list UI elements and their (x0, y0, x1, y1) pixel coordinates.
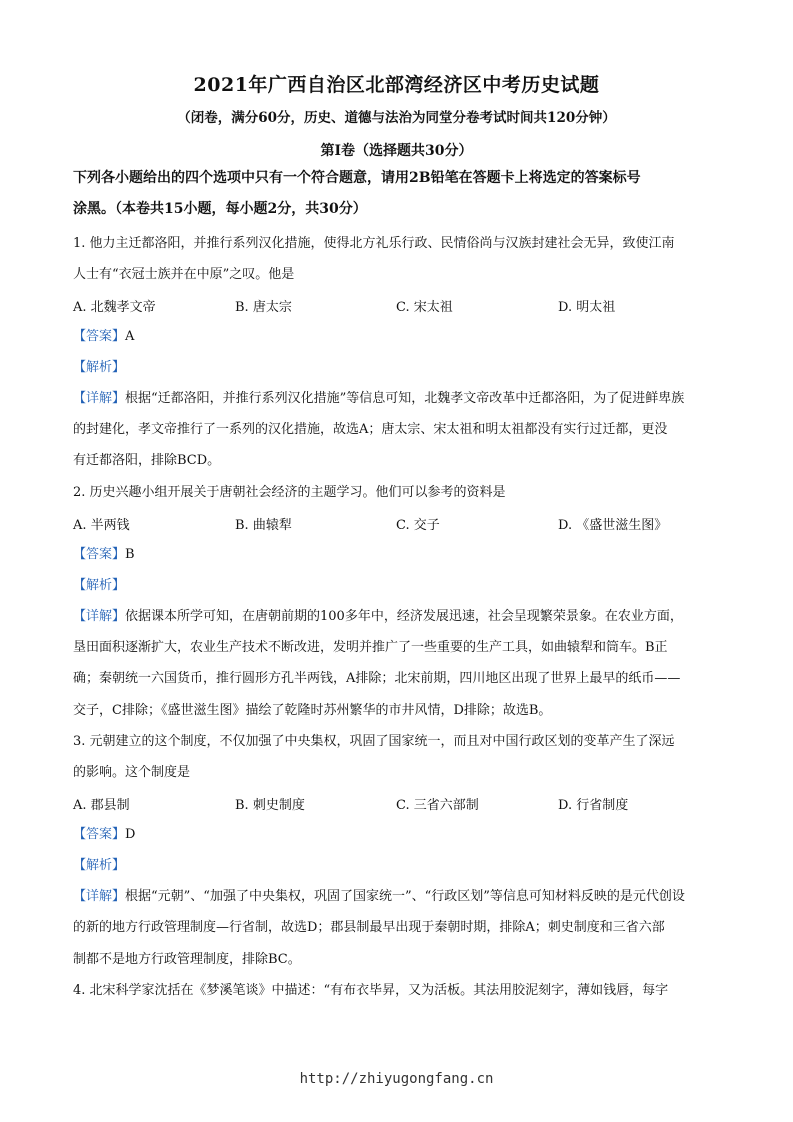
question-3-stem: 的影响。这个制度是 (73, 765, 191, 780)
answer-value: B (125, 547, 135, 562)
question-1-detail: 的封建化，孝文帝推行了一系列的汉化措施，故选A；唐太宗、宋太祖和明太祖都没有实行过迁都，更没 (73, 422, 668, 437)
detail-label: 【详解】 (73, 391, 126, 406)
page-title: 2021年广西自治区北部湾经济区中考历史试题 (193, 74, 600, 96)
question-1-detail (73, 389, 723, 409)
question-3-detail: 的新的地方行政管理制度—行省制，故选D；郡县制最早出现于秦朝时期，排除A；刺史制度和三省六部 (73, 920, 665, 935)
page-subtitle: （闭卷，满分60分，历史、道德与法治为同堂分卷考试时间共120分钟） (177, 110, 616, 126)
answer-value: A (125, 329, 135, 344)
question-1-option-b: B. 唐太宗 (235, 300, 292, 315)
answer-label: 【答案】 (73, 329, 126, 344)
question-3-option-b: B. 刺史制度 (235, 798, 305, 813)
section-heading: 第Ⅰ卷（选择题共30分） (320, 143, 473, 159)
instructions (73, 163, 723, 225)
analysis-label: 【解析】 (73, 858, 126, 873)
question-3-stem: 3. 元朝建立的这个制度，不仅加强了中央集权，巩固了国家统一，而且对中国行政区划的变革产生了深远 (73, 734, 675, 749)
question-2-option-b: B. 曲辕犁 (235, 518, 292, 533)
question-2-detail (73, 607, 723, 627)
question-3-detail (73, 887, 723, 907)
instructions-line: 涂黑。（本卷共15小题，每小题2分，共30分） (73, 201, 367, 217)
answer-value: D (125, 827, 136, 842)
question-3-detail: 制都不是地方行政管理制度，排除BC。 (73, 952, 301, 967)
detail-text: 依据课本所学可知，在唐朝前期的100多年中，经济发展迅速，社会呈现繁荣景象。在农业方面， (125, 609, 683, 624)
question-1-option-a: A. 北魏孝文帝 (73, 300, 156, 315)
question-2-answer (73, 545, 723, 565)
footer-url[interactable]: http://zhiyugongfang.cn (299, 1071, 494, 1087)
question-2-option-a: A. 半两钱 (73, 518, 130, 533)
question-3-option-a: A. 郡县制 (73, 798, 130, 813)
detail-label: 【详解】 (73, 889, 126, 904)
question-3-option-c: C. 三省六部制 (396, 798, 479, 813)
question-1-option-d: D. 明太祖 (558, 300, 616, 315)
question-3-option-d: D. 行省制度 (558, 798, 629, 813)
analysis-label: 【解析】 (73, 578, 126, 593)
question-1-option-c: C. 宋太祖 (396, 300, 453, 315)
detail-label: 【详解】 (73, 609, 126, 624)
detail-text: 根据“迁都洛阳，并推行系列汉化措施”等信息可知，北魏孝文帝改革中迁都洛阳，为了促进鲜卑族 (125, 391, 685, 406)
question-2-analysis (73, 576, 723, 596)
question-2-stem: 2. 历史兴趣小组开展关于唐朝社会经济的主题学习。他们可以参考的资料是 (73, 485, 506, 500)
question-4-stem: 4. 北宋科学家沈括在《梦溪笔谈》中描述：“有布衣毕昇，又为活板。其法用胶泥刻字，薄如钱唇，每字 (73, 983, 669, 998)
question-2-detail: 垦田面积逐渐扩大，农业生产技术不断改进，发明并推广了一些重要的生产工具，如曲辕犁和筒车。B正 (73, 640, 668, 655)
detail-text: 根据“元朝”、“加强了中央集权，巩固了国家统一”、“行政区划”等信息可知材料反映的是元代创设 (125, 889, 685, 904)
answer-label: 【答案】 (73, 827, 126, 842)
question-1-stem: 人士有“衣冠士族并在中原”之叹。他是 (73, 267, 295, 282)
question-2-detail: 确；秦朝统一六国货币，推行圆形方孔半两钱，A排除；北宋前期，四川地区出现了世界上最早的纸币—— (73, 671, 681, 686)
question-2-option-c: C. 交子 (396, 518, 440, 533)
answer-label: 【答案】 (73, 547, 126, 562)
question-3-analysis (73, 856, 723, 876)
question-1-detail: 有迁都洛阳，排除BCD。 (73, 453, 221, 468)
question-1-answer (73, 327, 723, 347)
question-1-stem: 1. 他力主迁都洛阳，并推行系列汉化措施，使得北方礼乐行政、民情俗尚与汉族封建社会无异，致使江南 (73, 236, 675, 251)
instructions-line: 下列各小题给出的四个选项中只有一个符合题意，请用2B铅笔在答题卡上将选定的答案标号 (73, 170, 641, 186)
question-2-detail: 交子，C排除；《盛世滋生图》描绘了乾隆时苏州繁华的市井风情，D排除；故选B。 (73, 703, 552, 718)
question-2-option-d: D. 《盛世滋生图》 (558, 518, 668, 533)
question-1-analysis (73, 358, 723, 378)
analysis-label: 【解析】 (73, 360, 126, 375)
question-3-answer (73, 825, 723, 845)
